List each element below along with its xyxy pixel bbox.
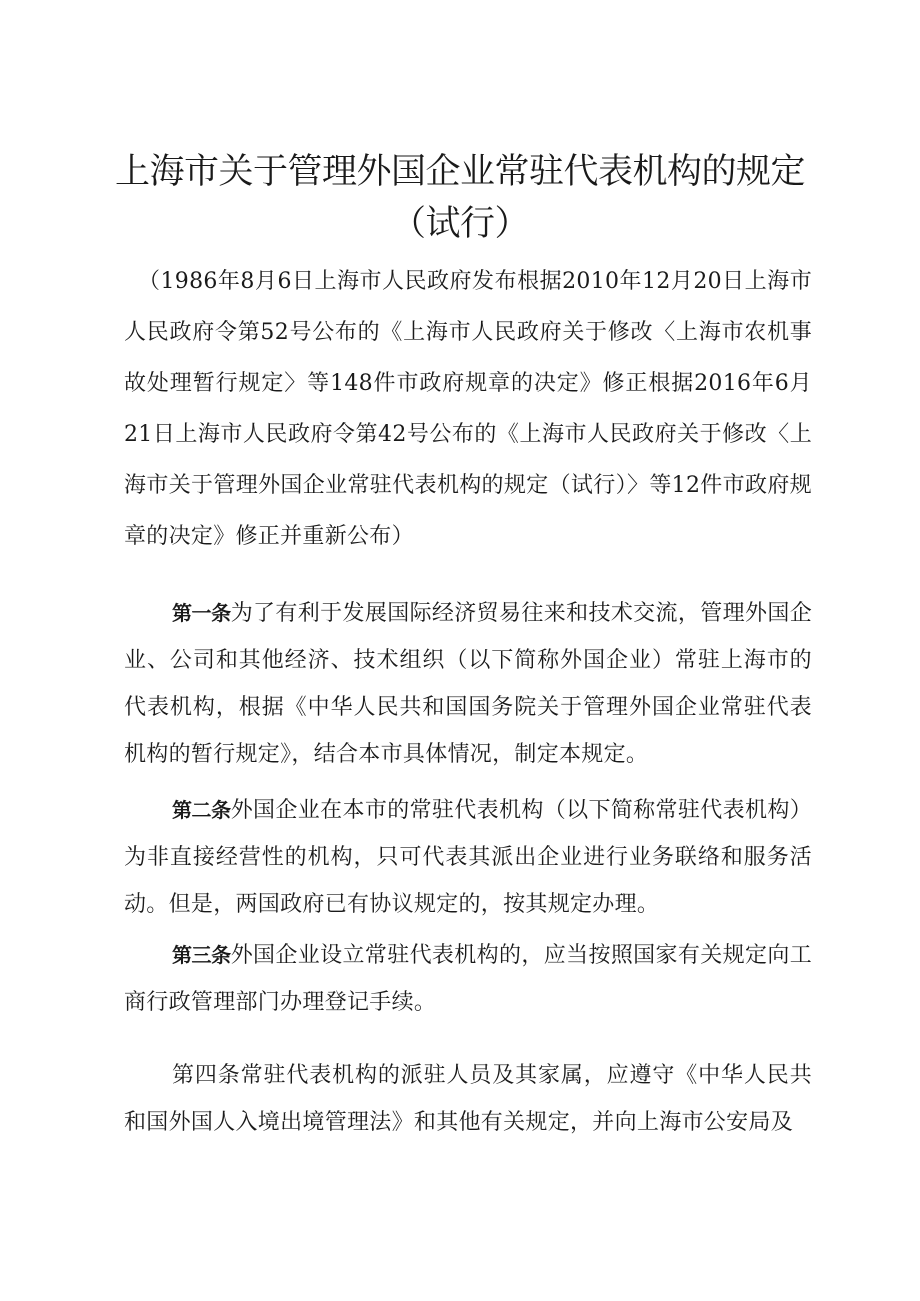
- article-3-heading: 第三条: [172, 943, 231, 967]
- article-4-heading: 第四条: [172, 1063, 241, 1088]
- article-4-text: 常驻代表机构的派驻人员及其家属，应遵守《中华人民共和国外国人入境出境管理法》和其他有关规定，并向上海市公安局及: [124, 1063, 812, 1135]
- article-2-heading: 第二条: [172, 798, 231, 822]
- article-1: [124, 590, 812, 778]
- article-4: [124, 1052, 812, 1146]
- amendment-note: （1986年8月6日上海市人民政府发布根据2010年12月20日上海市人民政府令第52号公布的《上海市人民政府关于修改〈上海市农机事故处理暂行规定〉等148件市政府规章的决定》修正根据2016年6月21日上海市人民政府令第42号公布的《上海市人民政府关于修改〈上海市关于管理外国企业常驻代表机构的规定（试行）〉等12件市政府规章的决定》修正并重新公布）: [124, 269, 812, 549]
- article-3-text: 外国企业设立常驻代表机构的，应当按照国家有关规定向工商行政管理部门办理登记手续。: [124, 943, 812, 1015]
- document-title: 上海市关于管理外国企业常驻代表机构的规定: [114, 152, 805, 192]
- article-1-heading: 第一条: [172, 601, 231, 625]
- article-2: [124, 787, 812, 928]
- article-2-text: 外国企业在本市的常驻代表机构（以下简称常驻代表机构）为非直接经营性的机构，只可代表其派出企业进行业务联络和服务活动。但是，两国政府已有协议规定的，按其规定办理。: [124, 798, 812, 917]
- article-3: [124, 932, 812, 1026]
- article-1-text: 为了有利于发展国际经济贸易往来和技术交流，管理外国企业、公司和其他经济、技术组织（以下简称外国企业）常驻上海市的代表机构，根据《中华人民共和国国务院关于管理外国企业常驻代表机构的暂行规定》，结合本市具体情况，制定本规定。: [124, 601, 812, 767]
- document-subtitle: （试行）: [390, 204, 529, 244]
